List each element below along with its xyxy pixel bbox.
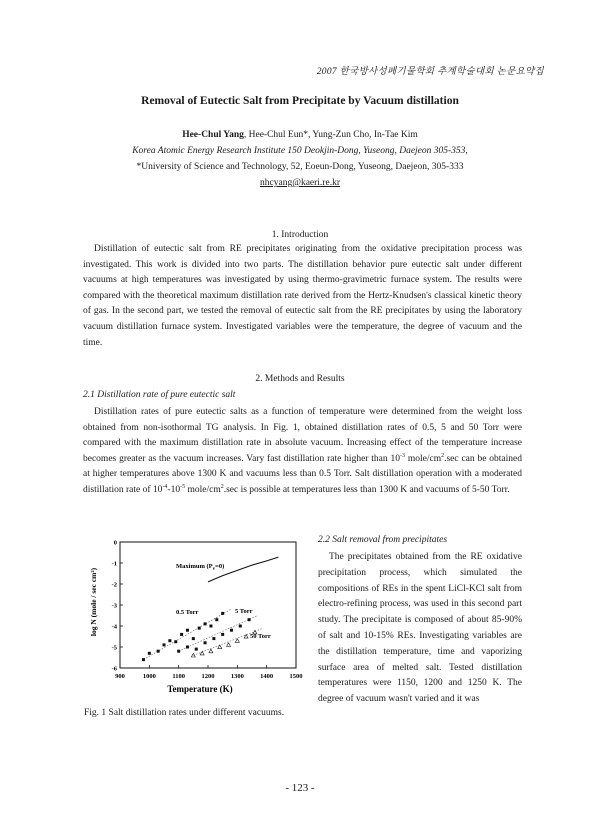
page-number: - 123 - (285, 782, 315, 794)
data-point-50-torr (235, 639, 239, 643)
data-point-5-torr (221, 633, 224, 636)
author-block (0, 127, 600, 191)
data-point-5-torr (186, 646, 189, 649)
data-point-0-5-torr (204, 622, 207, 625)
data-point-5-torr (248, 618, 251, 621)
methods-paragraph-1: Distillation rates of pure eutectic salts as a function of temperature were determined from the weight loss obtained from non-isothormal TG analysis. In Fig. 1, obtained distillation rates of 0.5, 5 and 50 Torr were compared with the maximum distillation rate in absolute vacuum. Increasing effect of the temperature increase becomes greater as the vacuum increases. Vary fast distillation rate higher than $10^{-3}$ mole/$cm^2.\sec$ can be obtained at higher temperatures above 1300 K and vacuums less than 0.5 Torr. Salt distillation operation with a moderated distillation rate of $10^{-4}-10^{-5}$ mole/$cm^2.\sec$ is possible at temperatures less than 1300 K and vacuums of 5-50 Torr. (83, 407, 522, 495)
data-point-5-torr (212, 637, 215, 640)
affiliation-1: Korea Atomic Energy Research Institute 150 Deokjin-Dong, Yuseong, Daejeon 305-353, (132, 146, 468, 156)
chart-series (142, 557, 278, 661)
paper-title: Removal of Eutectic Salt from Precipitate by Vacuum distillation (141, 95, 459, 107)
x-tick-label: 1200 (201, 673, 215, 680)
chart-axes (120, 542, 296, 668)
data-point-0-5-torr (221, 612, 224, 615)
data-point-5-torr (230, 629, 233, 632)
data-point-50-torr (218, 645, 222, 649)
author-email[interactable]: nhcyang@kaeri.re.kr (260, 178, 340, 188)
label-0-5-torr: 0.5 Torr (176, 609, 199, 616)
plot-frame (120, 542, 296, 668)
data-point-5-torr (177, 650, 180, 653)
data-point-0-5-torr (157, 650, 160, 653)
data-point-0-5-torr (186, 629, 189, 632)
lead-author: Hee-Chul Yang (182, 130, 244, 140)
data-point-0-5-torr (215, 618, 218, 621)
affiliation-2: *University of Science and Technology, 52, Eoeun-Dong, Yuseong, Daejeon, 305-333 (136, 162, 464, 172)
y-tick-label: -4 (111, 623, 117, 631)
intro-paragraph: Distillation of eutectic salt from RE precipitates originating from the oxidative precipitation process was investigated. This work is divided into two parts. The distillation behavior pure eutectic salt under different vacuums at high temperatures was investigated by using thermo-gravimetric furnace system. The results were compared with the theoretical maximum distillation rate derived from the Hertz-Knudsen's classical kinetic theory of gas. In the second part, we tested the removal of eutectic salt from the RE precipitates by using the laboratory vacuum distillation furnace system. Investigated variables were the temperature, the degree of vacuum and the time. (83, 244, 522, 348)
x-tick-label: 1300 (230, 673, 244, 680)
x-tick-label: 1500 (289, 673, 303, 680)
x-axis-label: Temperature (K) (167, 684, 233, 694)
y-tick-label: -1 (111, 560, 117, 568)
intro-heading: 1. Introduction (271, 230, 329, 240)
data-point-0-5-torr (174, 640, 177, 643)
maximum-label: Maximum $(P_v=0)$ (176, 563, 225, 572)
x-tick-label: 1100 (172, 673, 185, 680)
x-tick-label: 900 (115, 673, 125, 680)
co-authors: , Hee-Chul Eun*, Yung-Zun Cho, In-Tae Kim (243, 130, 418, 140)
data-point-0-5-torr (163, 643, 166, 646)
data-point-0-5-torr (198, 627, 201, 630)
figure-caption: Fig. 1 Salt distillation rates under different vacuums. (84, 708, 285, 718)
proceedings-header: 2007 한국방사성폐기물학회 추계학술대회 논문요약집 (316, 67, 544, 77)
label-50-torr: 50 Torr (250, 633, 271, 640)
data-point-0-5-torr (192, 637, 195, 640)
y-tick-label: 0 (113, 539, 117, 547)
data-point-0-5-torr (168, 639, 171, 642)
data-point-5-torr (195, 648, 198, 651)
y-tick-label: -3 (111, 602, 117, 610)
fit-line-0-5-torr (143, 609, 230, 659)
data-point-0-5-torr (180, 633, 183, 636)
data-point-5-torr (239, 625, 242, 628)
chart-ticks (112, 540, 303, 681)
data-point-50-torr (200, 651, 204, 655)
y-tick-label: -2 (111, 581, 117, 589)
methods-heading: 2. Methods and Results (255, 374, 345, 384)
x-tick-label: 1000 (142, 673, 156, 680)
data-point-0-5-torr (142, 658, 145, 661)
data-point-0-5-torr (209, 625, 212, 628)
y-tick-label: -6 (111, 665, 117, 673)
y-tick-label: -5 (111, 644, 117, 652)
subsection-2-2-heading: 2.2 Salt removal from precipitates (318, 535, 448, 545)
x-tick-label: 1400 (260, 673, 274, 680)
subsection-2-1-heading: 2.1 Distillation rate of pure eutectic salt (83, 390, 236, 400)
methods-paragraph-2: The precipitates obtained from the RE oxidative precipitation process, which simulated the compositions of REs in the spent LiCl-KCl salt from electro-refining process, was used in this second part study. The precipitate is composed of about 85-90% of salt and 10-15% REs. Investigating variables are the distillation temperature, time and vaporizing surface area of melted salt. Tested distillation temperatures were 1150, 1200 and 1250 K. The degree of vacuum wasn't varied and it was (318, 552, 522, 705)
label-5-torr: 5 Torr (235, 608, 253, 615)
distillation-rate-chart (84, 532, 312, 704)
data-point-50-torr (227, 643, 231, 647)
data-point-50-torr (244, 635, 248, 639)
data-point-5-torr (204, 641, 207, 644)
data-point-0-5-torr (148, 652, 151, 655)
y-axis-label: log N (mole / sec cm²) (89, 567, 98, 637)
data-point-50-torr (209, 649, 213, 653)
